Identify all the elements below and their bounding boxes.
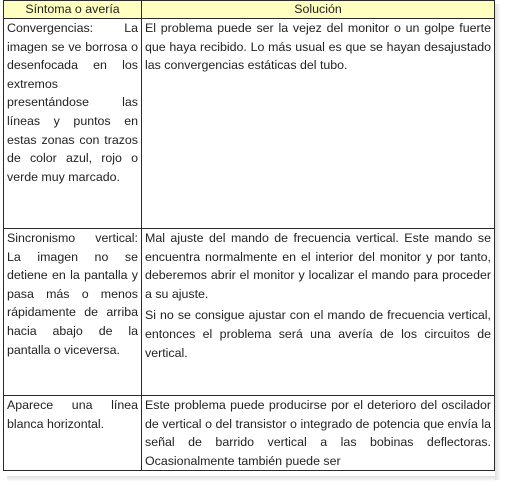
solution-cell: [142, 396, 495, 471]
symptom-cell: Aparece una línea blanca horizontal.: [4, 396, 142, 471]
solution-paragraph: El problema puede ser la vejez del monitor o un golpe fuerte que haya recibido. Lo más usual es que se hayan desajustado las convergencias estáticas del tubo.: [145, 21, 491, 73]
solution-cell: [142, 229, 495, 396]
solution-cell: [142, 19, 495, 229]
table-row: [4, 19, 495, 229]
solution-paragraph: Si no se consigue ajustar con el mando de frecuencia vertical, entonces el problema será una avería de los circuitos de vertical.: [145, 308, 491, 360]
symptom-cell: Convergencias: La imagen se ve borrosa o desenfocada en los extremos presentándose las líneas y puntos en estas zonas con trazos de color azul, rojo o verde muy marcado.: [4, 19, 142, 229]
document-frame: [3, 0, 495, 476]
table-row: [4, 396, 495, 471]
header-symptom: Síntoma o avería: [4, 1, 142, 19]
symptom-cell: Sincronismo vertical: La imagen no se detiene en la pantalla y pasa más o menos rápidamente de arriba hacia abajo de la pantalla o viceversa.: [4, 229, 142, 396]
solution-paragraph: Este problema puede producirse por el deterioro del oscilador de vertical o del transistor o integrado de potencia que envía la señal de barrido vertical a las bobinas deflectoras. Ocasionalmente también puede ser: [145, 398, 491, 468]
frame-shadow-right: [495, 4, 501, 480]
frame-shadow-bottom: [7, 476, 495, 482]
solution-paragraph: Mal ajuste del mando de frecuencia vertical. Este mando se encuentra normalmente en el interior del monitor y por tanto, deberemos abrir el monitor y localizar el mando para proceder a su ajuste.: [145, 231, 491, 301]
header-solution: Solución: [142, 1, 495, 19]
troubleshooting-table: [3, 0, 495, 471]
table-row: [4, 229, 495, 396]
table-header-row: [4, 1, 495, 19]
